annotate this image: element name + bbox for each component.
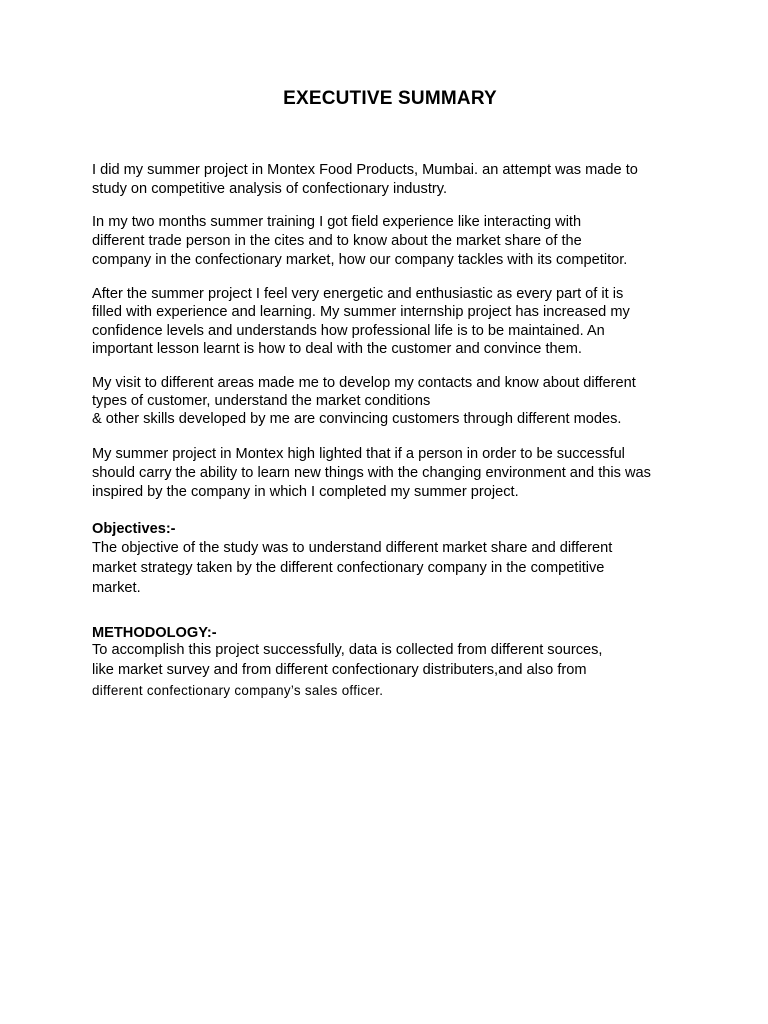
- paragraph-3-line-3: confidence levels and understands how professional life is to be maintained. An: [92, 323, 605, 339]
- paragraph-1-line-1: I did my summer project in Montex Food Products, Mumbai. an attempt was made to: [92, 162, 638, 178]
- methodology-heading: METHODOLOGY:-: [92, 625, 217, 641]
- paragraph-4-line-3: & other skills developed by me are convincing customers through different modes.: [92, 411, 622, 427]
- methodology-line-2: like market survey and from different confectionary distributers,and also from: [92, 662, 587, 678]
- paragraph-4-line-1: My visit to different areas made me to develop my contacts and know about different: [92, 375, 636, 391]
- paragraph-3-line-2: filled with experience and learning. My summer internship project has increased my: [92, 304, 630, 320]
- paragraph-4-line-2: types of customer, understand the market conditions: [92, 393, 431, 409]
- paragraph-3-line-4: important lesson learnt is how to deal with the customer and convince them.: [92, 341, 582, 357]
- paragraph-3-line-1: After the summer project I feel very energetic and enthusiastic as every part of it is: [92, 286, 624, 302]
- methodology-line-1: To accomplish this project successfully, data is collected from different sources,: [92, 642, 603, 658]
- document-title: EXECUTIVE SUMMARY: [283, 88, 497, 109]
- objectives-line-2: market strategy taken by the different confectionary company in the competitive: [92, 560, 605, 576]
- methodology-line-3: different confectionary company’s sales officer.: [92, 683, 384, 698]
- paragraph-2-line-2: different trade person in the cites and to know about the market share of the: [92, 233, 582, 249]
- objectives-line-1: The objective of the study was to understand different market share and different: [92, 540, 613, 556]
- paragraph-2-line-1: In my two months summer training I got field experience like interacting with: [92, 214, 582, 230]
- paragraph-5-line-1: My summer project in Montex high lighted that if a person in order to be successful: [92, 446, 625, 462]
- objectives-heading: Objectives:-: [92, 521, 176, 537]
- objectives-line-3: market.: [92, 580, 141, 596]
- paragraph-1-line-2: study on competitive analysis of confectionary industry.: [92, 181, 448, 197]
- paragraph-5-line-2: should carry the ability to learn new things with the changing environment and this was: [92, 465, 651, 481]
- paragraph-5-line-3: inspired by the company in which I completed my summer project.: [92, 484, 519, 500]
- paragraph-2-line-3: company in the confectionary market, how our company tackles with its competitor.: [92, 252, 628, 268]
